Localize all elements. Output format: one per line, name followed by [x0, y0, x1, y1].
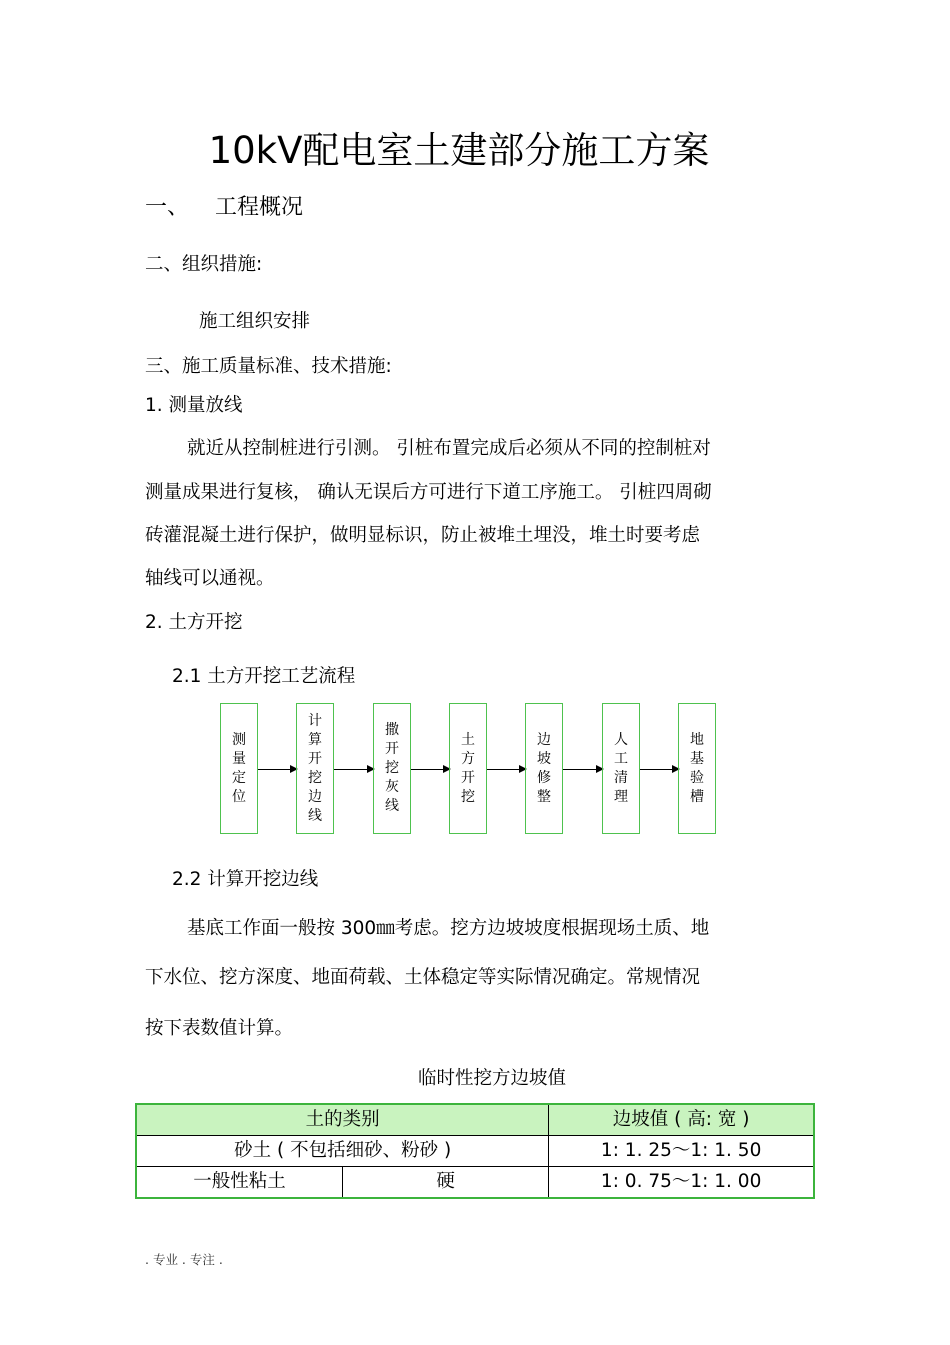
cell-soil-state: 硬 [342, 1167, 548, 1199]
flow-step-calc-edge: 计算开挖边线 [296, 703, 334, 834]
cell-slope-value: 1: 1. 25～1: 1. 50 [549, 1136, 814, 1167]
cell-soil-type: 砂土 ( 不包括细砂、粉砂 ) [136, 1136, 549, 1167]
section-3-2-heading: 2. 土方开挖 [145, 612, 243, 633]
flow-arrow-icon [640, 769, 678, 770]
paragraph-line: 基底工作面一般按 300㎜考虑。挖方边坡坡度根据现场土质、地 [187, 918, 710, 939]
flow-step-lime-line: 撒开挖灰线 [373, 703, 411, 834]
paragraph-line: 砖灌混凝土进行保护，做明显标识，防止被堆土埋没，堆土时要考虑 [145, 525, 701, 546]
flow-step-slope-trim: 边坡修整 [525, 703, 563, 834]
section-3-1-heading: 1. 测量放线 [145, 395, 243, 416]
section-2-heading: 二、组织措施: [145, 254, 263, 275]
table-row [136, 1136, 814, 1167]
header-slope-value: 边坡值 ( 高: 宽 ) [549, 1104, 814, 1136]
flow-arrow-icon [411, 769, 449, 770]
paragraph-line: 就近从控制桩进行引测。 引桩布置完成后必须从不同的控制桩对 [187, 438, 711, 459]
flow-arrow-icon [334, 769, 373, 770]
page-footer: . 专业 . 专注 . [145, 1252, 223, 1267]
flow-arrow-icon [563, 769, 602, 770]
flow-step-foundation-check: 地基验槽 [678, 703, 716, 834]
paragraph-line: 下水位、挖方深度、地面荷载、土体稳定等实际情况确定。常规情况 [145, 967, 701, 988]
table-row [136, 1167, 814, 1199]
section-2-1-heading: 2.1 土方开挖工艺流程 [172, 666, 356, 687]
flow-step-excavation: 土方开挖 [449, 703, 487, 834]
page-title: 10kV配电室土建部分施工方案 [208, 129, 710, 172]
table-header-row [136, 1104, 814, 1136]
paragraph-line: 轴线可以通视。 [145, 568, 275, 589]
cell-slope-value: 1: 0. 75～1: 1. 00 [549, 1167, 814, 1199]
section-1-heading: 工程概况 [215, 195, 304, 220]
flow-step-manual-clean: 人工清理 [602, 703, 640, 834]
flow-arrow-icon [487, 769, 525, 770]
section-3-heading: 三、施工质量标准、技术措施: [145, 356, 392, 377]
section-2-subheading: 施工组织安排 [199, 311, 311, 332]
flow-step-survey: 测量定位 [220, 703, 258, 834]
section-1-number: 一、 [145, 195, 190, 220]
paragraph-line: 按下表数值计算。 [145, 1018, 294, 1039]
paragraph-line: 测量成果进行复核， 确认无误后方可进行下道工序施工。 引桩四周砌 [145, 482, 712, 503]
slope-table [135, 1103, 815, 1199]
flow-arrow-icon [258, 769, 296, 770]
header-soil-type: 土的类别 [136, 1104, 549, 1136]
table-caption: 临时性挖方边坡值 [417, 1068, 566, 1089]
section-2-2-heading: 2.2 计算开挖边线 [172, 869, 319, 890]
cell-soil-type: 一般性粘土 [136, 1167, 342, 1199]
